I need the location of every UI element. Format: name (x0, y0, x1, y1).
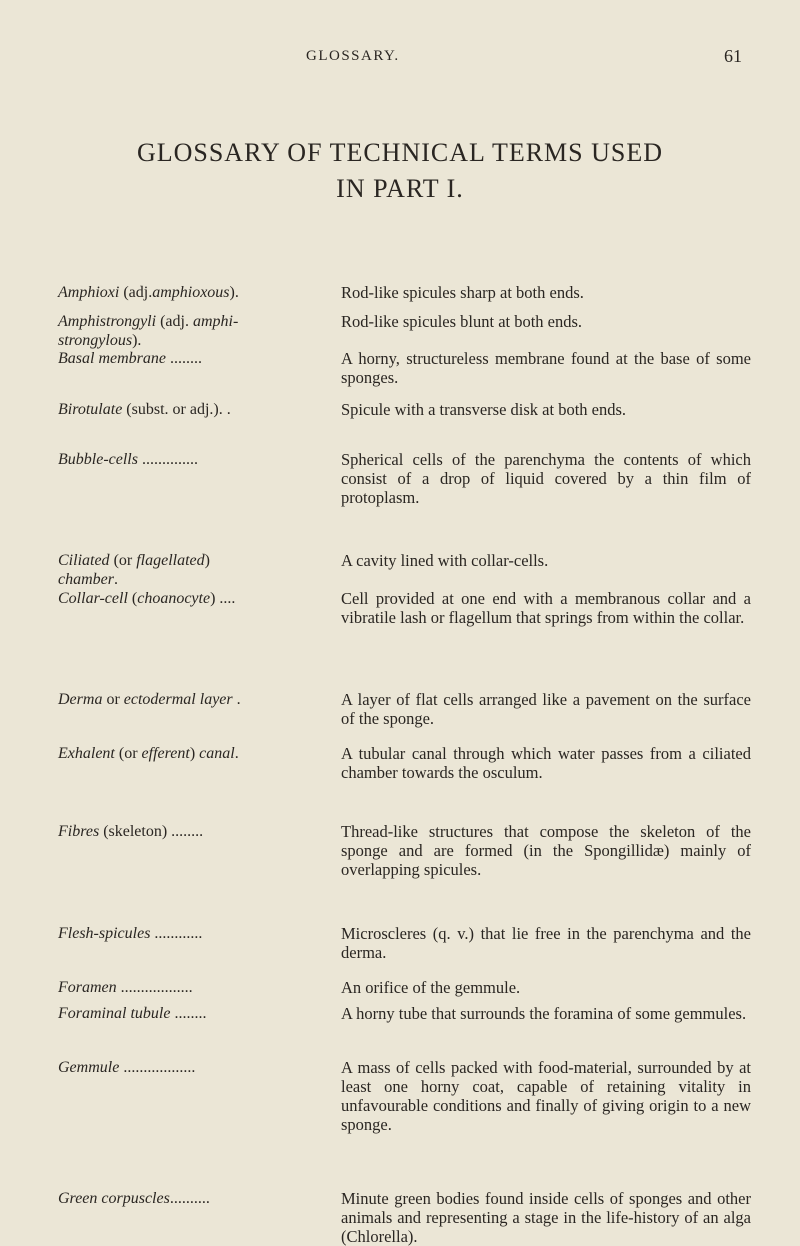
glossary-definition: Spicule with a transverse disk at both ends. (341, 400, 627, 419)
glossary-term: Birotulate (subst. or adj.). . (58, 401, 231, 418)
glossary-term: Flesh-spicules ............ (58, 925, 203, 942)
glossary-term: Amphioxi (adj.amphioxous). (58, 284, 239, 301)
glossary-definition: Rod-like spicules sharp at both ends. (341, 283, 584, 302)
glossary-definition: A layer of flat cells arranged like a pavement on the surface of the sponge. (341, 690, 751, 728)
glossary-term: Foraminal tubule ........ (58, 1005, 207, 1022)
glossary-term: Amphistrongyli (adj. amphi- strongylous). (58, 313, 239, 349)
glossary-definition: An orifice of the gemmule. (341, 978, 521, 997)
glossary-term: Bubble-cells .............. (58, 451, 198, 468)
glossary-term: Ciliated (or flagellated) chamber. (58, 552, 210, 588)
glossary-definition: Thread-like structures that compose the skeleton of the sponge and are formed (in the Spongillidæ) mainly of overlapping spicules. (341, 822, 751, 879)
glossary-definition: A tubular canal through which water passes from a ciliated chamber towards the osculum. (341, 744, 751, 782)
glossary-definition: Microscleres (q. v.) that lie free in the parenchyma and the derma. (341, 924, 751, 962)
glossary-definition: Cell provided at one end with a membranous collar and a vibratile lash or flagellum that springs from within the collar. (341, 589, 751, 627)
glossary-term: Green corpuscles.......... (58, 1190, 210, 1207)
page-title (60, 135, 740, 207)
glossary-term: Basal membrane ........ (58, 350, 202, 367)
title-line-2: IN PART I. (336, 174, 464, 203)
glossary-definition: A horny tube that surrounds the foramina of some gemmules. (341, 1004, 747, 1023)
glossary-term: Exhalent (or efferent) canal. (58, 745, 239, 762)
glossary-term: Foramen .................. (58, 979, 193, 996)
glossary-term: Derma or ectodermal layer . (58, 691, 241, 708)
glossary-definition: A mass of cells packed with food-material, surrounded by at least one horny coat, capable of retaining vitality in unfavourable conditions and finally of giving origin to a new sponge. (341, 1058, 751, 1134)
glossary-term: Gemmule .................. (58, 1059, 196, 1076)
running-head: GLOSSARY. (306, 48, 400, 64)
glossary-definition: Minute green bodies found inside cells of sponges and other animals and representing a stage in the life-history of an alga (Chlorella). (341, 1189, 751, 1246)
glossary-definition: Rod-like spicules blunt at both ends. (341, 312, 583, 331)
glossary-definition: A cavity lined with collar-cells. (341, 551, 549, 570)
page-number: 61 (724, 46, 742, 66)
glossary-term: Fibres (skeleton) ........ (58, 823, 204, 840)
glossary-definition: Spherical cells of the parenchyma the contents of which consist of a drop of liquid covered by a thin film of protoplasm. (341, 450, 751, 507)
glossary-definition: A horny, structureless membrane found at the base of some sponges. (341, 349, 751, 387)
glossary-term: Collar-cell (choanocyte) .... (58, 590, 236, 607)
title-line-1: GLOSSARY OF TECHNICAL TERMS USED (136, 138, 664, 167)
